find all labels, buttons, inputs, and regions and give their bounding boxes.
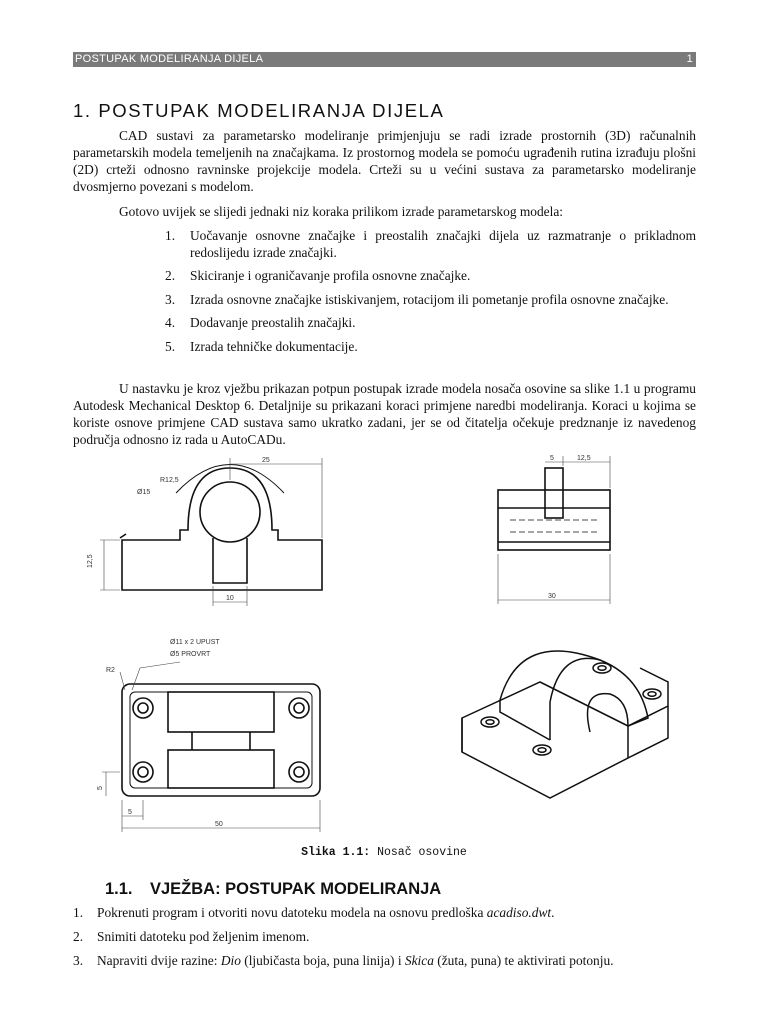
front-view: [120, 465, 322, 591]
dim-side-a: 5: [550, 455, 554, 462]
isometric-view: [462, 651, 668, 798]
dim-top-width: 50: [215, 821, 223, 828]
dim-top-b: 5: [128, 809, 132, 816]
page-number: 1: [686, 53, 693, 65]
list-item: 5. Izrada tehničke dokumentacije.: [165, 338, 358, 354]
list-item: 1. Pokrenuti program i otvoriti novu datoteku modela na osnovu predloška acadiso.dwt.: [73, 905, 555, 920]
paragraph-intro: CAD sustavi za parametarsko modeliranje primjenjuju se radi izrade prostornih (3D) računalnih parametarskih modela temeljenih na značajkama. Iz prostornog modela se pomoću ugrađenih rutina izrađuju plošni (2D) crteži odnosno ravninske projekcije modela. Crteži su u većini sustava za parametarsko modeliranje dvosmjerno povezani s modelom.: [73, 128, 696, 194]
dim-front-diameter: Ø15: [137, 489, 151, 496]
section-title: 1. POSTUPAK MODELIRANJA DIJELA: [73, 100, 445, 121]
dim-side-width: 30: [548, 593, 556, 600]
dim-top-hole1: Ø11 x 2 UPUST: [170, 639, 220, 646]
side-view: [498, 468, 610, 550]
paragraph-exercise-intro: U nastavku je kroz vježbu prikazan potpun postupak izrade modela nosača osovine sa slike 1.1 u programu Autodesk Mechanical Desktop 6. Detaljnije su prikazani koraci primjene naredbi modeliranja. Koraci u kojima se koriste osnove primjene CAD sustava samo ukratko zadani, jer se od čitatelja očekuje predznanje iz navedenog područja odnosno iz rada u AutoCADu.: [73, 381, 696, 447]
subsection-title: 1.1. VJEŽBA: POSTUPAK MODELIRANJA: [105, 880, 442, 898]
dim-top-height: 5: [97, 786, 104, 790]
tasks-list: [73, 904, 696, 976]
dim-top-radius: R2: [106, 667, 115, 674]
top-view: [122, 684, 320, 796]
list-item: 2. Snimiti datoteku pod željenim imenom.: [73, 929, 310, 944]
dim-front-width: 25: [262, 457, 270, 464]
paragraph-steps-intro: Gotovo uvijek se slijedi jednaki niz koraka prilikom izrade parametarskog modela:: [119, 204, 563, 219]
header-title: POSTUPAK MODELIRANJA DIJELA: [75, 53, 264, 65]
dim-side-b: 12,5: [577, 455, 591, 462]
list-item: 2. Skiciranje i ograničavanje profila osnovne značajke.: [165, 268, 471, 283]
list-item: 3. Izrada osnovne značajke istiskivanjem, rotacijom ili pometanje profila osnovne značajke.: [165, 291, 669, 307]
figure-caption: Slika 1.1: Nosač osovine: [301, 846, 467, 859]
running-header: [73, 52, 696, 67]
list-item: 3. Napraviti dvije razine: Dio (ljubičasta boja, puna linija) i Skica (žuta, puna) te aktivirati potonju.: [73, 953, 614, 968]
dim-front-radius: R12,5: [160, 477, 179, 484]
list-item: 4. Dodavanje preostalih značajki.: [165, 315, 356, 330]
steps-list: [165, 228, 696, 362]
list-item: 1. Uočavanje osnovne značajke i preostalih značajki dijela uz razmatranje o prikladnom redoslijedu izrade značajki.: [165, 228, 696, 260]
dim-front-height: 12,5: [87, 554, 94, 568]
technical-drawing: [80, 450, 700, 840]
dim-front-slot: 10: [226, 595, 234, 602]
dim-top-hole2: Ø5 PROVRT: [170, 651, 211, 658]
